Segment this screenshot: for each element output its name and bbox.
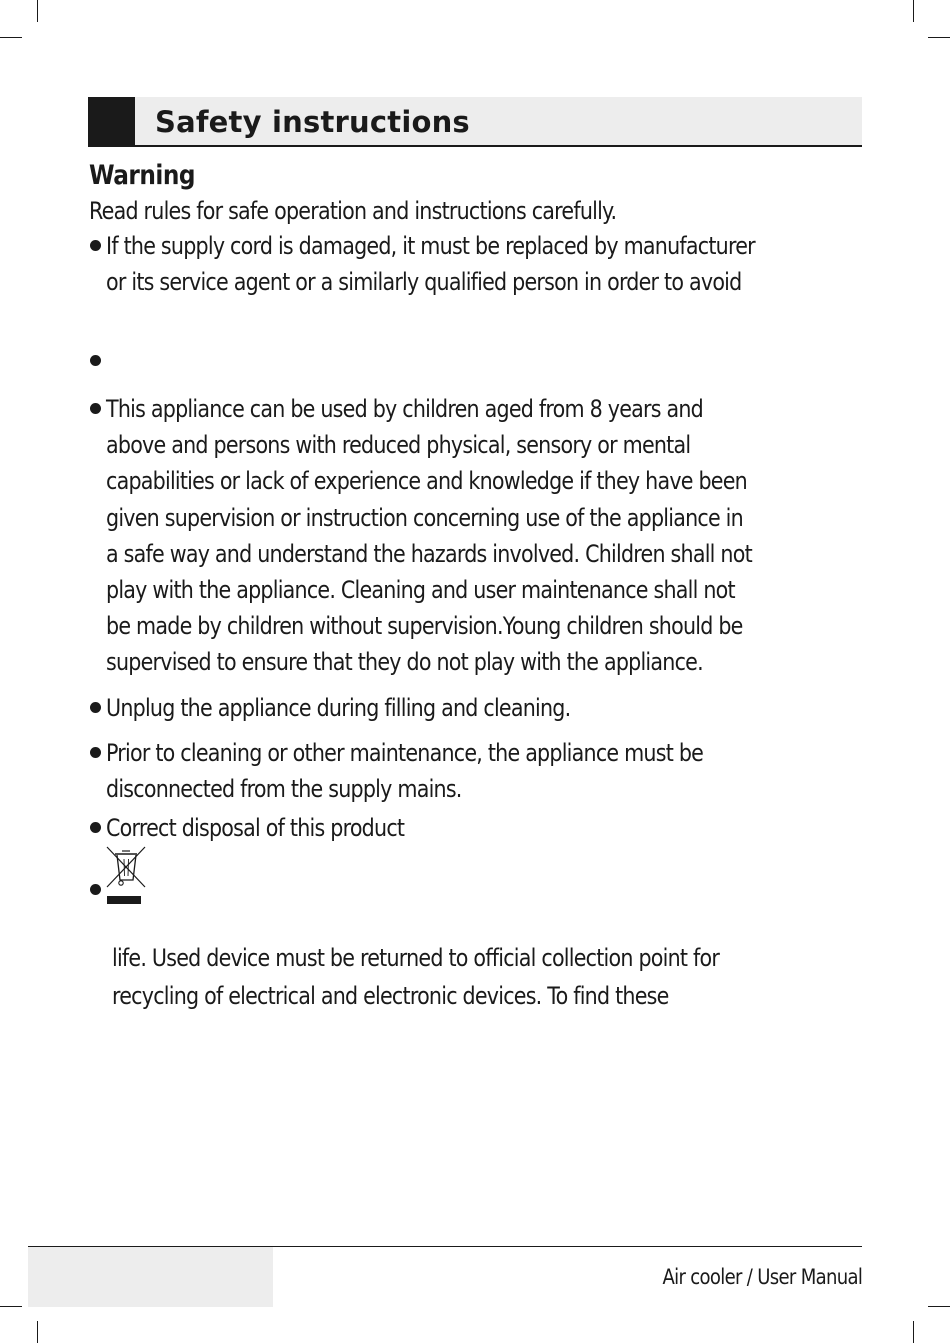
- section-title: Safety instructions: [155, 105, 470, 139]
- children-line-7: be made by children without supervision.Young children should be: [106, 612, 743, 640]
- crop-mark: [913, 1321, 914, 1343]
- bullet-icon: [90, 355, 101, 366]
- children-line-3: capabilities or lack of experience and knowledge if they have been: [106, 467, 747, 495]
- warning-intro: Read rules for safe operation and instructions carefully.: [89, 197, 617, 225]
- children-line-8: supervised to ensure that they do not play with the appliance.: [106, 648, 703, 676]
- children-line-2: above and persons with reduced physical, sensory or mental: [106, 431, 691, 459]
- weee-line-2: recycling of electrical and electronic devices. To find these: [112, 982, 669, 1010]
- crop-mark: [928, 37, 950, 38]
- bullet-icon: [90, 747, 101, 758]
- crossed-out-wheelie-bin-icon: [106, 846, 146, 906]
- prior-line-2: disconnected from the supply mains.: [106, 775, 462, 803]
- weee-line-1: life. Used device must be returned to official collection point for: [112, 944, 720, 972]
- crop-mark: [0, 1306, 22, 1307]
- crop-mark: [37, 0, 38, 22]
- children-line-6: play with the appliance. Cleaning and user maintenance shall not: [106, 576, 735, 604]
- cord-line-1: If the supply cord is damaged, it must be replaced by manufacturer: [106, 232, 755, 260]
- cord-line-2: or its service agent or a similarly qualified person in order to avoid: [106, 268, 742, 296]
- prior-line-1: Prior to cleaning or other maintenance, the appliance must be: [106, 739, 704, 767]
- crop-mark: [0, 37, 22, 38]
- bullet-icon: [90, 884, 101, 895]
- bullet-icon: [90, 822, 101, 833]
- page-number-box: [28, 1247, 273, 1307]
- bullet-icon: [90, 240, 101, 251]
- crop-mark: [928, 1306, 950, 1307]
- warning-heading: Warning: [89, 160, 195, 191]
- bullet-icon: [90, 702, 101, 713]
- section-header-tab: [88, 97, 135, 145]
- children-line-1: This appliance can be used by children aged from 8 years and: [106, 395, 704, 423]
- disposal-line: Correct disposal of this product: [106, 814, 405, 842]
- footer-manual-title: Air cooler / User Manual: [662, 1265, 862, 1289]
- bullet-icon: [90, 403, 101, 414]
- children-line-5: a safe way and understand the hazards involved. Children shall not: [106, 540, 752, 568]
- section-header: [88, 97, 862, 147]
- unplug-line: Unplug the appliance during filling and cleaning.: [106, 694, 571, 722]
- crop-mark: [913, 0, 914, 22]
- children-line-4: given supervision or instruction concerning use of the appliance in: [106, 504, 743, 532]
- crop-mark: [37, 1321, 38, 1343]
